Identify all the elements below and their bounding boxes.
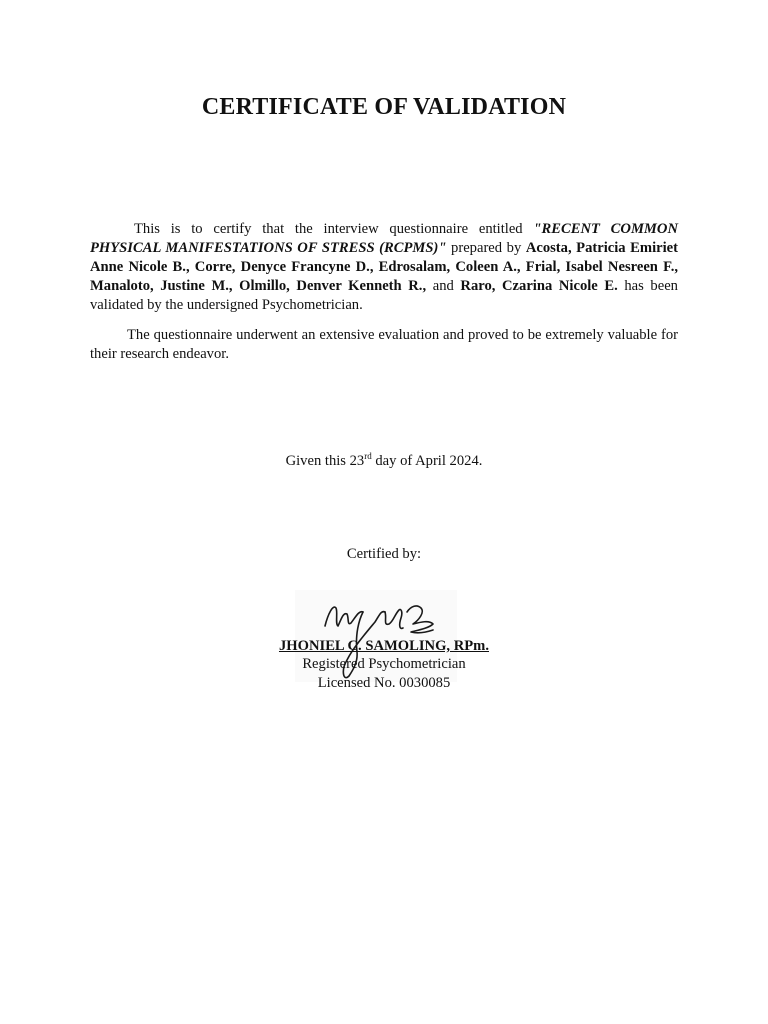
signatory-license: Licensed No. 0030085 <box>317 675 451 691</box>
certification-paragraph <box>90 220 678 315</box>
certificate-title: CERTIFICATE OF VALIDATION <box>201 94 567 120</box>
and-text: and <box>426 278 461 294</box>
signatory-name <box>0 638 768 655</box>
given-ordinal: rd <box>364 451 372 461</box>
evaluation-paragraph: The questionnaire underwent an extensive evaluation and proved to be extremely valuable for their research endeavor. <box>90 327 678 362</box>
intro-text: This is to certify that the interview questionnaire entitled <box>134 221 534 237</box>
validated-text: has been validated by the undersigned Psychometrician. <box>90 278 678 313</box>
signatory-name-text: JHONIEL C. SAMOLING, RPm. <box>278 638 489 654</box>
given-prefix: Given this 23 <box>285 453 365 469</box>
certified-by-label: Certified by: <box>346 546 422 562</box>
given-suffix: day of April 2024. <box>371 453 483 469</box>
signatory-role: Registered Psychometrician <box>302 656 466 672</box>
given-date <box>0 453 768 470</box>
questionnaire-title: "RECENT COMMON PHYSICAL MANIFESTATIONS OF STRESS (RCPMS)" <box>90 221 678 256</box>
last-author: Raro, Czarina Nicole E. <box>460 278 618 294</box>
prepared-by-text: prepared by <box>446 240 526 256</box>
authors-list: Acosta, Patricia Emiriet Anne Nicole B., Corre, Denyce Francyne D., Edrosalam, Coleen A., Frial, Isabel Nesreen F., Manaloto, Justine M., Olmillo, Denver Kenneth R., <box>90 240 678 294</box>
